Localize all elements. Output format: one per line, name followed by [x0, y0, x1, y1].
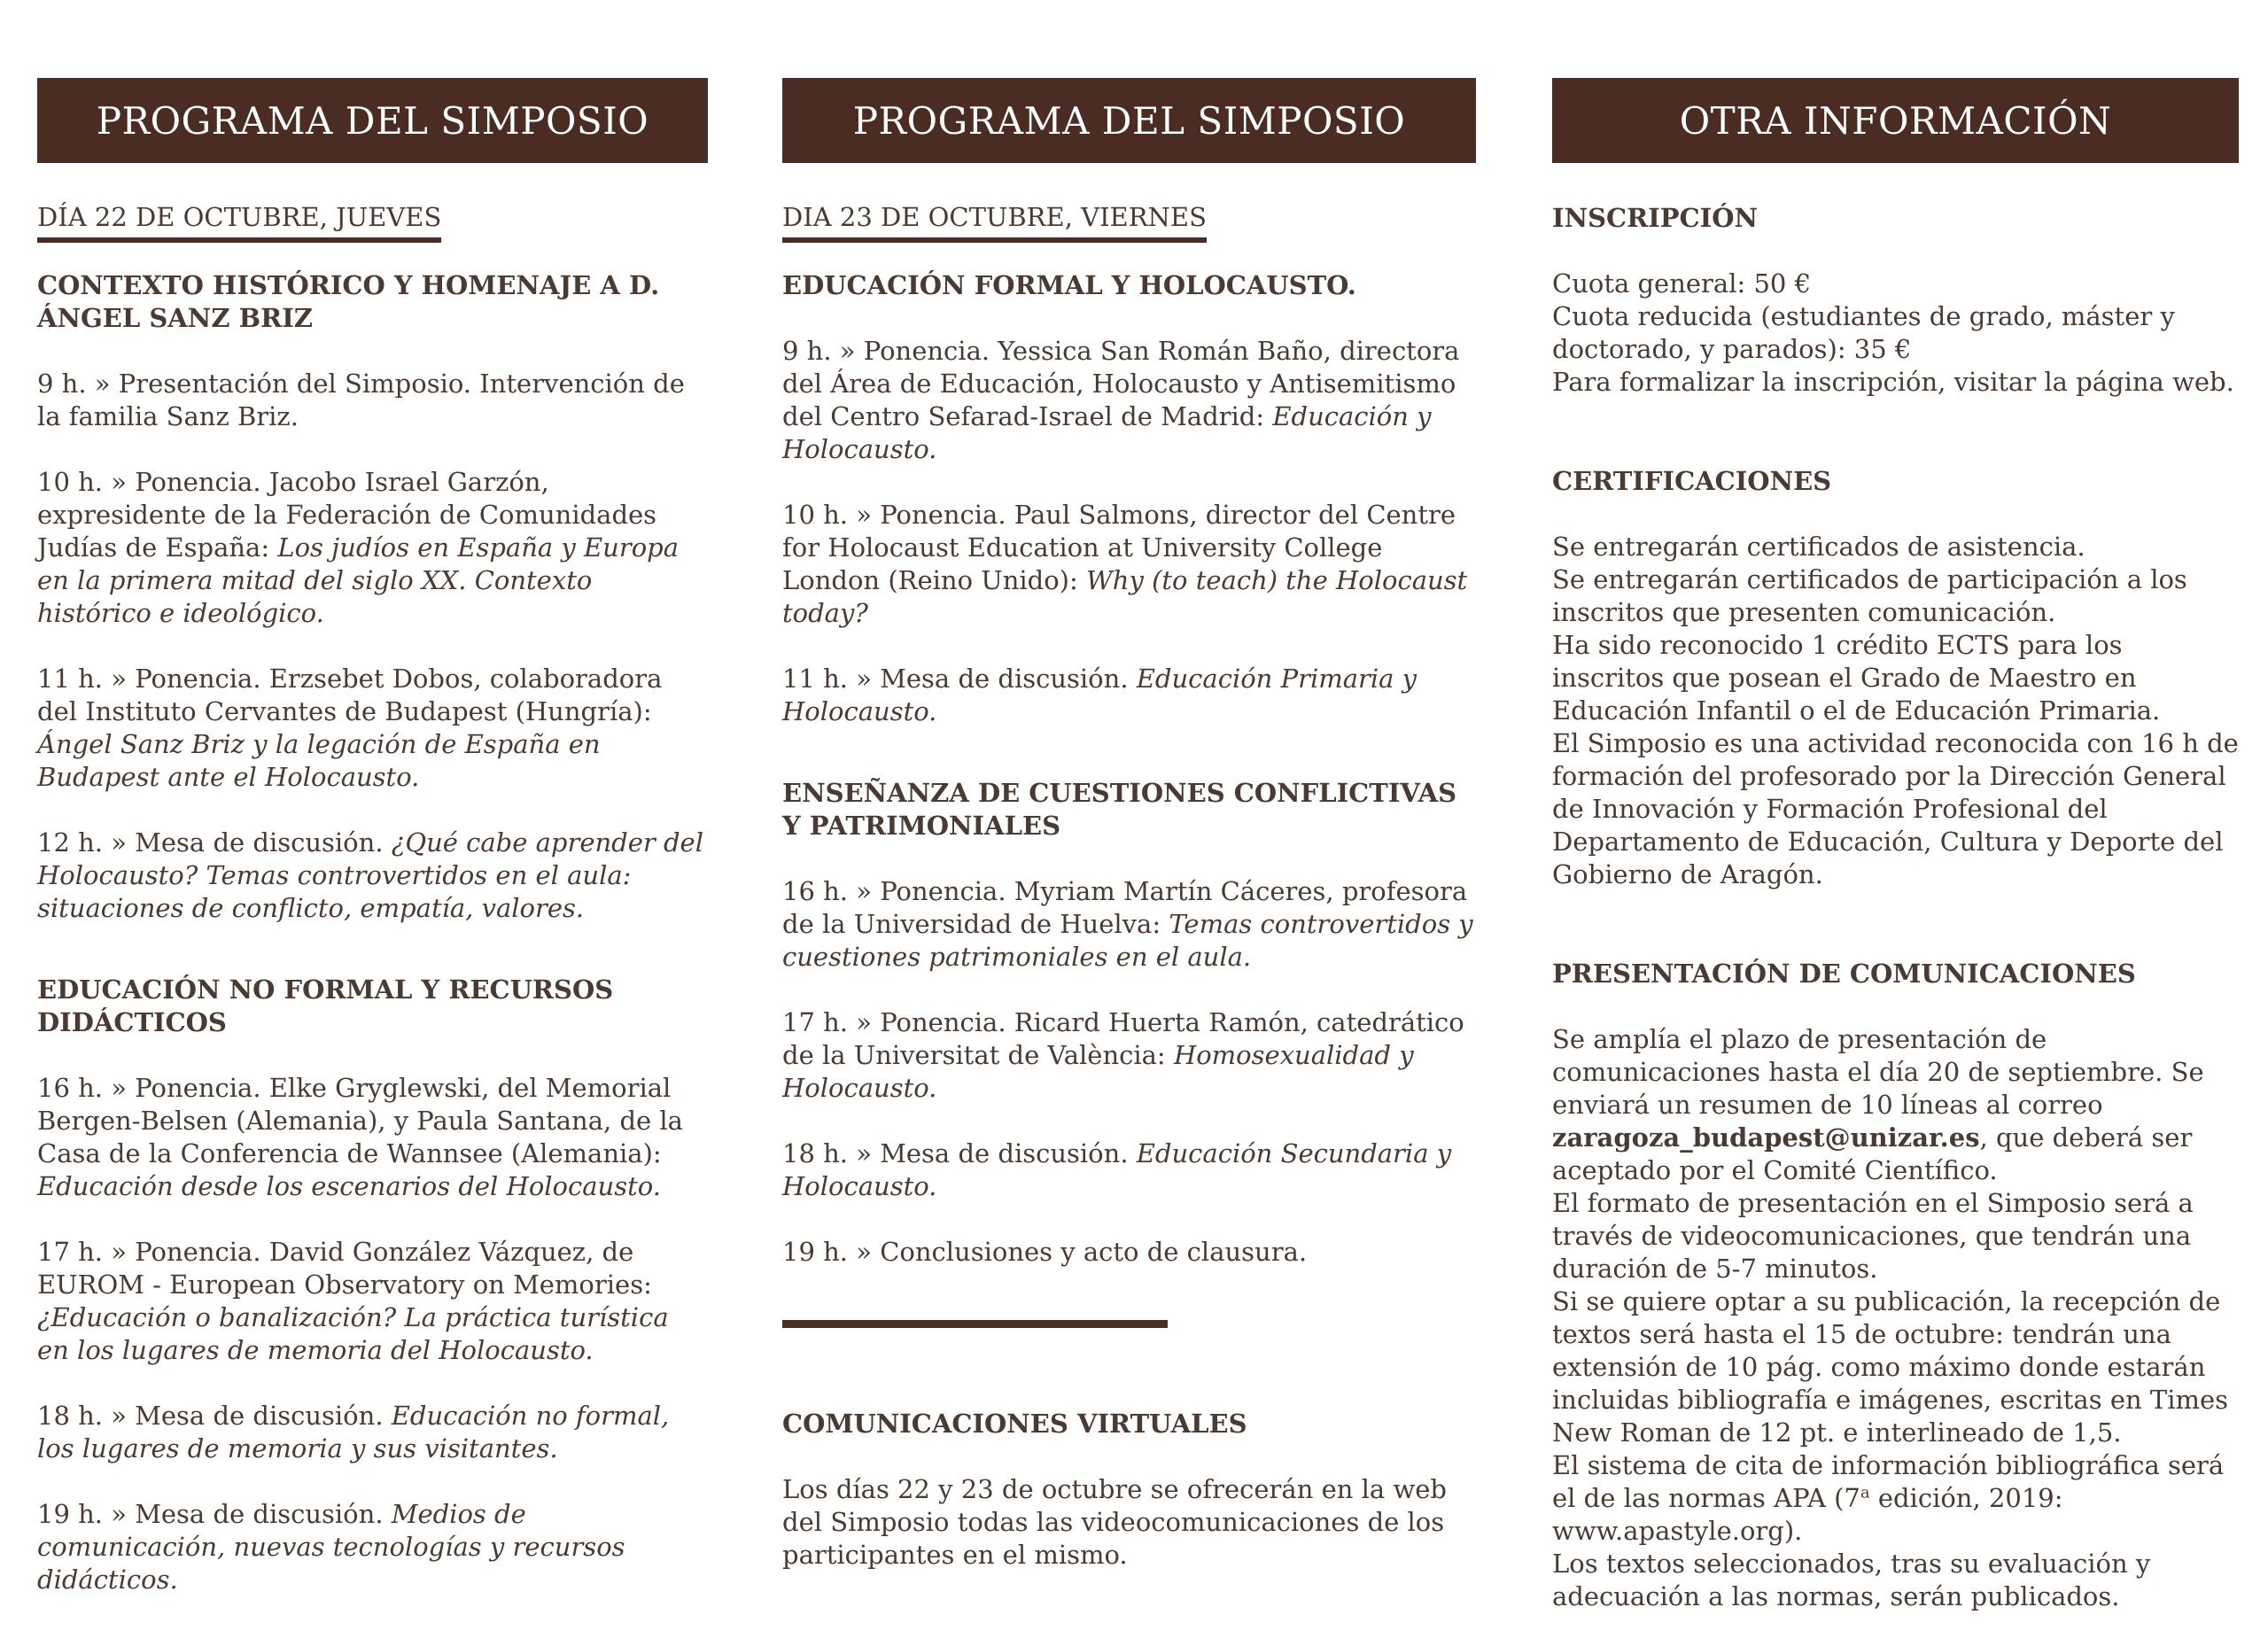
presentation-line: Si se quiere optar a su publicación, la recepción de textos será hasta el 15 de octubre: tendrán una extensión de 10 pág. como máximo donde estarán incluidas bibliografía e imágenes, escritas en Times New Roman de 12 pt. e interlineado de 1,5.	[1552, 1286, 2229, 1448]
certification-info	[1552, 531, 2239, 891]
talk-title: Why (to teach) the Holocaust today?	[782, 565, 1468, 628]
section-title: EDUCACIÓN NO FORMAL Y RECURSOS DIDÁCTICOS	[37, 974, 614, 1037]
schedule-item	[782, 875, 1476, 974]
schedule-text: 16 h. » Ponencia. Elke Gryglewski, del Memorial Bergen-Belsen (Alemania), y Paula Santana, de la Casa de la Conferencia de Wannsee (Alemania):	[37, 1073, 683, 1169]
schedule-list	[782, 335, 1476, 728]
talk-title: Temas controvertidos y cuestiones patrimoniales en el aula.	[782, 909, 1473, 972]
deadline-text: Se amplía el plazo de presentación de comunicaciones hasta el día 20 de septiembre. Se enviará un resumen de 10 líneas al correo	[1552, 1024, 2204, 1120]
talk-title: Educación no formal, los lugares de memoria y sus visitantes.	[37, 1401, 670, 1464]
section-title: EDUCACIÓN FORMAL Y HOLOCAUSTO.	[782, 270, 1356, 300]
contact-email[interactable]: zaragoza_budapest@unizar.es	[1552, 1122, 1980, 1153]
day-label: DÍA 22 DE OCTUBRE, JUEVES	[37, 202, 441, 243]
cert-line: Ha sido reconocido 1 crédito ECTS para los inscritos que posean el Grado de Maestro en Educación Infantil o el de Educación Primaria.	[1552, 630, 2161, 726]
schedule-item	[782, 335, 1476, 466]
talk-title: Educación desde los escenarios del Holocausto.	[37, 1171, 661, 1201]
schedule-text: 10 h. » Ponencia. Paul Salmons, director del Centre for Holocaust Education at University College London (Reino Unido):	[782, 500, 1456, 595]
fee-general: Cuota general: 50 €	[1552, 268, 1812, 299]
schedule-item	[782, 1236, 1476, 1269]
schedule-text: 10 h. » Ponencia. Jacobo Israel Garzón, expresidente de la Federación de Comunidades Judías de España:	[37, 467, 657, 563]
talk-title: ¿Educación o banalización? La práctica turística en los lugares de memoria del Holocausto.	[37, 1302, 669, 1365]
schedule-item	[37, 663, 708, 794]
cert-line: El Simposio es una actividad reconocida con 16 h de formación del profesorado por la Dirección General de Innovación y Formación Profesional del Departamento de Educación, Cultura y Deporte del Gobierno de Aragón.	[1552, 728, 2239, 889]
deadline-text-end: , que deberá ser aceptado por el Comité Científico.	[1552, 1122, 2193, 1185]
schedule-item	[37, 1400, 708, 1465]
schedule-text: 11 h. » Ponencia. Erzsebet Dobos, colaboradora del Instituto Cervantes de Budapest (Hungría):	[37, 664, 663, 726]
talk-title: ¿Qué cabe aprender del Holocausto? Temas controvertidos en el aula: situaciones de conflicto, empatía, valores.	[37, 827, 703, 923]
section-title: CERTIFICACIONES	[1552, 466, 1832, 496]
program-day1-column	[37, 78, 708, 1629]
talk-title: Educación y Holocausto.	[782, 401, 1432, 464]
schedule-list	[37, 1072, 708, 1596]
day-label: DIA 23 DE OCTUBRE, VIERNES	[782, 202, 1207, 243]
schedule-item	[782, 499, 1476, 630]
superscript: a	[1860, 1483, 1870, 1502]
talk-title: Homosexualidad y Holocausto.	[782, 1040, 1414, 1103]
schedule-item	[37, 368, 708, 433]
column-header: PROGRAMA DEL SIMPOSIO	[37, 78, 708, 163]
deadline-paragraph	[1552, 1023, 2239, 1187]
section-title: CONTEXTO HISTÓRICO Y HOMENAJE A D. ÁNGEL SANZ BRIZ	[37, 270, 660, 333]
section-title: PRESENTACIÓN DE COMUNICACIONES	[1552, 959, 2136, 989]
registration-note: Para formalizar la inscripción, visitar la página web.	[1552, 367, 2234, 397]
cert-line: Se entregarán certificados de asistencia.	[1552, 532, 2085, 562]
schedule-text: 16 h. » Ponencia. Myriam Martín Cáceres, profesora de la Universidad de Huelva:	[782, 876, 1468, 939]
talk-title: Educación Primaria y Holocausto.	[782, 664, 1418, 726]
talk-title: Educación Secundaria y Holocausto.	[782, 1138, 1452, 1201]
citation-text-end: edición, 2019: www.apastyle.org).	[1552, 1483, 2063, 1546]
presentation-info	[1552, 1023, 2239, 1613]
section-divider	[782, 1320, 1168, 1328]
talk-title: Ángel Sanz Briz y la legación de España en Budapest ante el Holocausto.	[37, 729, 601, 792]
section-title: INSCRIPCIÓN	[1552, 203, 1758, 233]
schedule-text: 9 h. » Ponencia. Yessica San Román Baño, directora del Área de Educación, Holocausto y Antisemitismo del Centro Sefarad-Israel de Madrid:	[782, 336, 1460, 431]
presentation-line: El formato de presentación en el Simposio será a través de videocomunicaciones, que tendrán una duración de 5-7 minutos.	[1552, 1188, 2194, 1284]
talk-title: Los judíos en España y Europa en la primera mitad del siglo XX. Contexto histórico e ideológico.	[37, 532, 680, 628]
schedule-text: 19 h. » Conclusiones y acto de clausura.	[782, 1237, 1308, 1267]
section-title: ENSEÑANZA DE CUESTIONES CONFLICTIVAS Y PATRIMONIALES	[782, 778, 1457, 841]
inscription-info	[1552, 268, 2239, 399]
section-title: COMUNICACIONES VIRTUALES	[782, 1409, 1247, 1439]
schedule-text: 18 h. » Mesa de discusión.	[37, 1401, 392, 1431]
other-info-column	[1552, 78, 2239, 1646]
fee-reduced: Cuota reducida (estudiantes de grado, máster y doctorado, y parados): 35 €	[1552, 301, 2175, 364]
presentation-line: Los textos seleccionados, tras su evaluación y adecuación a las normas, serán publicados.	[1552, 1549, 2151, 1611]
virtual-communications-text: Los días 22 y 23 de octubre se ofrecerán en la web del Simposio todas las videocomunicaciones de los participantes en el mismo.	[782, 1474, 1447, 1570]
schedule-text: 12 h. » Mesa de discusión.	[37, 827, 392, 858]
schedule-text: 18 h. » Mesa de discusión.	[782, 1138, 1137, 1169]
schedule-item	[782, 1006, 1476, 1105]
program-day2-column	[782, 78, 1476, 1604]
schedule-item	[37, 466, 708, 630]
schedule-item	[37, 1498, 708, 1596]
column-header: PROGRAMA DEL SIMPOSIO	[782, 78, 1476, 163]
schedule-list	[782, 875, 1476, 1269]
schedule-item	[782, 1137, 1476, 1203]
schedule-text: 17 h. » Ponencia. Ricard Huerta Ramón, catedrático de la Universitat de València:	[782, 1007, 1464, 1070]
citation-text: El sistema de cita de información bibliográfica será el de las normas APA (7	[1552, 1450, 2225, 1513]
schedule-text: 19 h. » Mesa de discusión.	[37, 1499, 392, 1529]
citation-line	[1552, 1449, 2239, 1548]
column-header: OTRA INFORMACIÓN	[1552, 78, 2239, 163]
schedule-text: 17 h. » Ponencia. David González Vázquez, de EUROM - European Observatory on Memories:	[37, 1237, 652, 1300]
schedule-text: 9 h. » Presentación del Simposio. Intervención de la familia Sanz Briz.	[37, 369, 685, 431]
schedule-item	[37, 827, 708, 925]
cert-line: Se entregarán certificados de participación a los inscritos que presenten comunicación.	[1552, 564, 2187, 627]
schedule-list	[37, 368, 708, 925]
schedule-text: 11 h. » Mesa de discusión.	[782, 664, 1137, 694]
schedule-item	[37, 1236, 708, 1367]
schedule-item	[782, 663, 1476, 728]
schedule-item	[37, 1072, 708, 1203]
talk-title: Medios de comunicación, nuevas tecnologías y recursos didácticos.	[37, 1499, 625, 1595]
